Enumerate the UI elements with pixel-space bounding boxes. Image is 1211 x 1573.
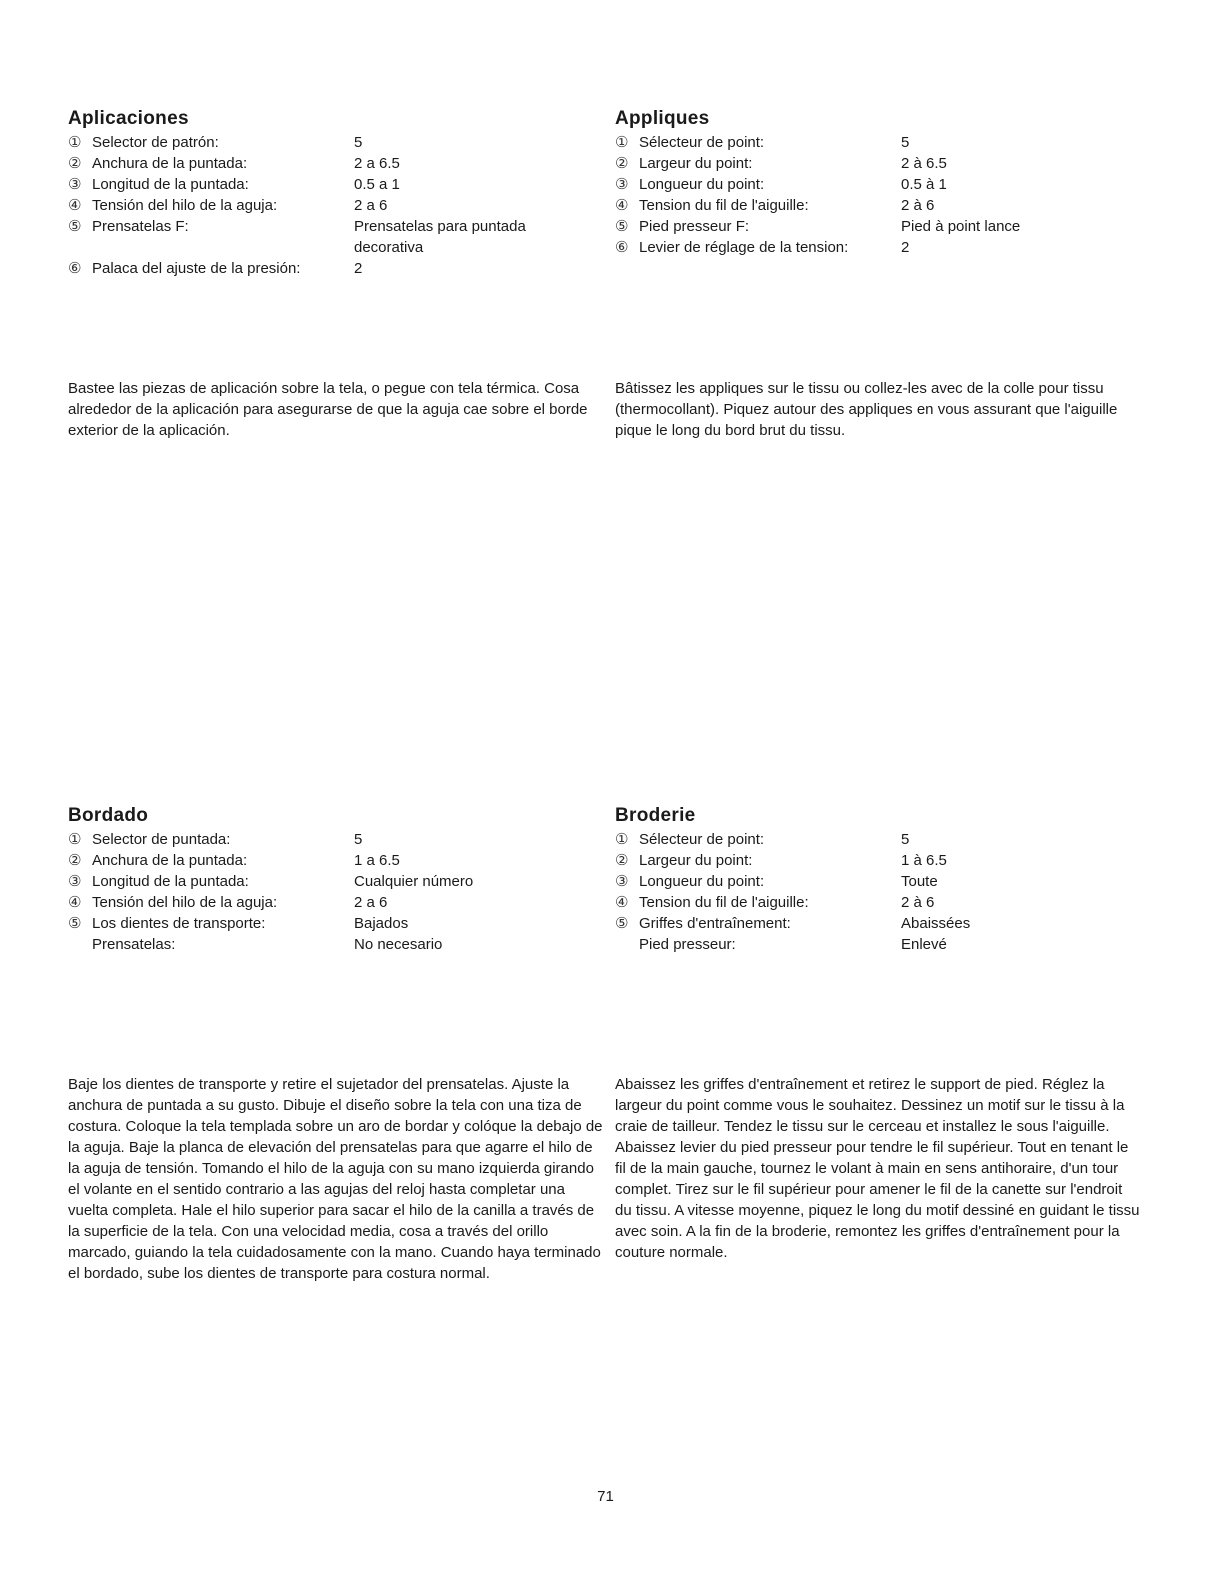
page-number: 71 [597,1488,614,1505]
item-number: ① [615,831,629,848]
setting-label: Tension du fil de l'aiguille: [639,197,809,214]
setting-value: 2 [901,239,910,256]
item-number: ① [615,134,629,151]
item-number: ⑤ [68,915,82,932]
appliques-settings [615,132,1175,258]
setting-value: 1 a 6.5 [354,852,400,869]
setting-value: Bajados [354,915,409,932]
setting-value: 2 a 6 [354,894,388,911]
setting-row [615,829,1175,850]
item-number: ③ [615,176,629,193]
setting-row [68,174,608,195]
item-number: ⑤ [615,218,629,235]
setting-value: 2 à 6 [901,197,935,214]
setting-value: 0.5 à 1 [901,176,947,193]
item-number: ① [68,831,82,848]
item-number: ② [68,852,82,869]
setting-label: Pied presseur: [639,936,736,953]
setting-label: Sélecteur de point: [639,831,765,848]
aplicaciones-heading: Aplicaciones [68,108,189,129]
setting-value: 0.5 a 1 [354,176,400,193]
setting-label: Largeur du point: [639,155,753,172]
setting-row [615,195,1175,216]
setting-label: Selector de patrón: [92,134,219,151]
bordado-body: Baje los dientes de transporte y retire el sujetador del prensatelas. Ajuste la anchura de puntada a su gusto. Dibuje el diseño sobre la tela con una tiza de costura. Coloque la tela templada sobre un aro de bordar y colóque la debajo de la aguja. Baje la planca de elevación del prensatelas para que agarre el hilo de la aguja de tensión. Tomando el hilo de la aguja con su mano izquierda girando el volante en el sentido contrario a las agujas del reloj hasta completar una vuelta completa. Hale el hilo superior para sacar el hilo de la canilla a través de la superficie de la tela. Con una velocidad media, cosa a través del orillo marcado, guiando la tela cuidadosamente con la mano. Cuando haya terminado el bordado, sube los dientes de transporte para costura normal. [68,1076,603,1282]
setting-row [615,216,1175,237]
setting-value: 2 [354,260,363,277]
bordado-heading: Bordado [68,805,149,826]
broderie-heading: Broderie [615,805,696,826]
setting-label: Levier de réglage de la tension: [639,239,849,256]
setting-label: Longueur du point: [639,176,765,193]
setting-label: Longueur du point: [639,873,765,890]
setting-label: Longitud de la puntada: [92,873,249,890]
setting-row [68,892,608,913]
item-number: ④ [615,197,629,214]
item-number: ② [615,155,629,172]
setting-value: Prensatelas para puntada decorativa [354,218,526,256]
item-number: ② [615,852,629,869]
setting-label: Anchura de la puntada: [92,155,248,172]
setting-label: Tensión del hilo de la aguja: [92,894,278,911]
broderie-body: Abaissez les griffes d'entraînement et retirez le support de pied. Réglez la largeur du point comme vous le souhaitez. Dessinez un motif sur le tissu à la craie de tailleur. Tendez le tissu sur le cerceau et installez le sous l'aiguille. Abaissez levier du pied presseur pour tendre le fil supérieur. Tout en tenant le fil de la main gauche, tournez le volant à main en sens antihoraire, d'un tour complet. Tirez sur le fil supérieur pour amener le fil de la canette sur l'endroit du tissu. A vitesse moyenne, piquez le long du motif dessiné en guidant le tissu avec soin. A la fin de la broderie, remontez les griffes d'entraînement pour la couture normale. [615,1076,1140,1261]
setting-label: Sélecteur de point: [639,134,765,151]
item-number: ⑥ [68,260,82,277]
setting-label: Largeur du point: [639,852,753,869]
bordado-settings [68,829,608,955]
setting-row [68,829,608,850]
setting-row [68,258,608,279]
item-number: ④ [68,197,82,214]
item-number: ④ [68,894,82,911]
setting-row [615,132,1175,153]
setting-label: Palaca del ajuste de la presión: [92,260,301,277]
appliques-section [615,108,1175,258]
item-number: ③ [68,873,82,890]
setting-row [615,892,1175,913]
setting-label: Anchura de la puntada: [92,852,248,869]
item-number: ⑥ [615,239,629,256]
setting-row [68,132,608,153]
setting-row [68,195,608,216]
setting-value: 1 à 6.5 [901,852,947,869]
setting-row [68,153,608,174]
setting-row [615,934,1175,955]
item-number: ④ [615,894,629,911]
item-number [615,934,639,955]
setting-label: Prensatelas F: [92,218,189,235]
setting-value: 5 [354,134,363,151]
setting-row [68,871,608,892]
setting-value: 2 a 6.5 [354,155,400,172]
setting-label: Tension du fil de l'aiguille: [639,894,809,911]
setting-row [68,850,608,871]
setting-row [615,913,1175,934]
setting-row [615,153,1175,174]
setting-row [615,174,1175,195]
setting-row [68,913,608,934]
setting-label: Prensatelas: [92,936,176,953]
setting-value: 5 [901,831,910,848]
setting-label: Longitud de la puntada: [92,176,249,193]
setting-row [68,934,608,955]
setting-label: Griffes d'entraînement: [639,915,791,932]
setting-value: 5 [354,831,363,848]
aplicaciones-settings [68,132,608,279]
setting-label: Selector de puntada: [92,831,231,848]
setting-value: 2 a 6 [354,197,388,214]
item-number [68,934,92,955]
setting-row [615,871,1175,892]
broderie-settings [615,829,1175,955]
bordado-section [68,805,608,955]
setting-value: Abaissées [901,915,971,932]
item-number: ③ [68,176,82,193]
item-number: ① [68,134,82,151]
setting-value: Cualquier número [354,873,474,890]
setting-value: 2 à 6.5 [901,155,947,172]
setting-label: Tensión del hilo de la aguja: [92,197,278,214]
broderie-section [615,805,1175,955]
item-number: ⑤ [68,218,82,235]
setting-value: No necesario [354,936,443,953]
setting-label: Pied presseur F: [639,218,750,235]
appliques-body: Bâtissez les appliques sur le tissu ou collez-les avec de la colle pour tissu (thermocollant). Piquez autour des appliques en vous assurant que l'aiguille pique le long du bord brut du tissu. [615,380,1118,439]
setting-row [615,237,1175,258]
setting-value: Toute [901,873,938,890]
aplicaciones-body: Bastee las piezas de aplicación sobre la tela, o pegue con tela térmica. Cosa alrededor de la aplicación para asegurarse de que la aguja cae sobre el borde exterior de la aplicación. [68,380,588,439]
setting-value: Pied à point lance [901,218,1021,235]
aplicaciones-section [68,108,608,279]
setting-label: Los dientes de transporte: [92,915,266,932]
setting-value: 2 à 6 [901,894,935,911]
item-number: ③ [615,873,629,890]
setting-value: 5 [901,134,910,151]
setting-row [615,850,1175,871]
setting-row [68,216,608,258]
item-number: ⑤ [615,915,629,932]
item-number: ② [68,155,82,172]
appliques-heading: Appliques [615,108,710,129]
setting-value: Enlevé [901,936,947,953]
